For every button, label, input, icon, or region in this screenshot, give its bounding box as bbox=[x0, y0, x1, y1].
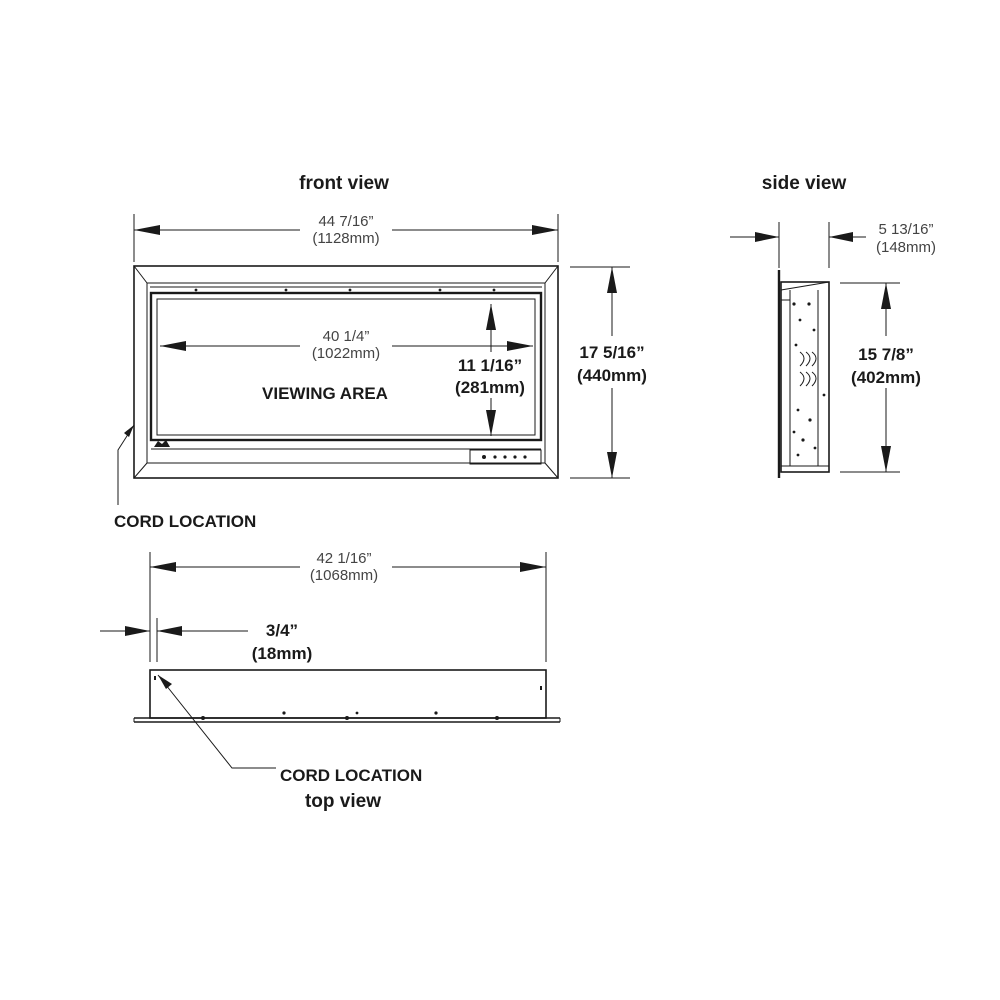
arrowhead bbox=[124, 425, 134, 437]
control-button bbox=[493, 455, 496, 458]
arrowhead bbox=[486, 304, 496, 330]
control-button bbox=[523, 455, 526, 458]
arrowhead bbox=[134, 225, 160, 235]
body-height-imperial: 15 7/8” bbox=[858, 345, 914, 364]
top-view bbox=[100, 548, 560, 812]
overall-width-metric: (1128mm) bbox=[312, 230, 380, 247]
control-button bbox=[513, 455, 516, 458]
overall-height-imperial: 17 5/16” bbox=[579, 343, 645, 362]
viewing-area-label: VIEWING AREA bbox=[262, 384, 388, 403]
front-view-title: front view bbox=[299, 173, 389, 194]
side-view bbox=[730, 173, 936, 478]
depth-dimension bbox=[730, 221, 936, 268]
overall-height-metric: (440mm) bbox=[577, 366, 647, 385]
depth-imperial: 5 13/16” bbox=[878, 221, 934, 238]
arrowhead bbox=[755, 232, 779, 242]
top-cord-label: CORD LOCATION bbox=[280, 766, 423, 785]
viewing-height-metric: (281mm) bbox=[455, 378, 525, 397]
flange-imperial: 3/4” bbox=[265, 621, 299, 640]
overall-width-dimension bbox=[134, 212, 558, 262]
control-button bbox=[503, 455, 506, 458]
body-width-imperial: 42 1/16” bbox=[316, 550, 372, 567]
top-view-title: top view bbox=[304, 791, 382, 812]
arrowhead bbox=[881, 283, 891, 309]
arrowhead bbox=[607, 267, 617, 293]
arrowhead bbox=[881, 446, 891, 472]
viewing-height-imperial: 11 1/16” bbox=[457, 356, 523, 375]
viewing-width-imperial: 40 1/4” bbox=[322, 328, 370, 345]
front-view bbox=[114, 173, 652, 531]
viewing-height-dimension bbox=[449, 304, 531, 436]
control-button bbox=[482, 455, 486, 459]
depth-metric: (148mm) bbox=[875, 239, 937, 256]
arrowhead bbox=[507, 341, 533, 351]
side-view-title: side view bbox=[761, 173, 847, 194]
body-width-dimension bbox=[150, 548, 546, 662]
arrowhead bbox=[532, 225, 558, 235]
arrowhead bbox=[125, 626, 150, 636]
arrowhead bbox=[160, 341, 186, 351]
viewing-width-metric: (1022mm) bbox=[311, 345, 381, 362]
top-cord-leader bbox=[158, 675, 422, 812]
arrowhead bbox=[520, 562, 546, 572]
body-height-dimension bbox=[840, 283, 926, 472]
flange-metric: (18mm) bbox=[251, 644, 313, 663]
arrowhead bbox=[157, 626, 182, 636]
arrowhead bbox=[150, 562, 176, 572]
overall-height-dimension bbox=[570, 267, 652, 478]
body-width-metric: (1068mm) bbox=[309, 567, 379, 584]
arrowhead bbox=[158, 675, 172, 689]
arrowhead bbox=[607, 452, 617, 478]
arrowhead bbox=[829, 232, 853, 242]
arrowhead bbox=[486, 410, 496, 436]
overall-width-imperial: 44 7/16” bbox=[318, 213, 374, 230]
front-cord-label: CORD LOCATION bbox=[114, 512, 257, 531]
body-height-metric: (402mm) bbox=[851, 368, 921, 387]
fireplace-top-body bbox=[134, 670, 560, 722]
flange-dimension bbox=[100, 618, 312, 663]
fireplace-side-body bbox=[779, 270, 829, 478]
